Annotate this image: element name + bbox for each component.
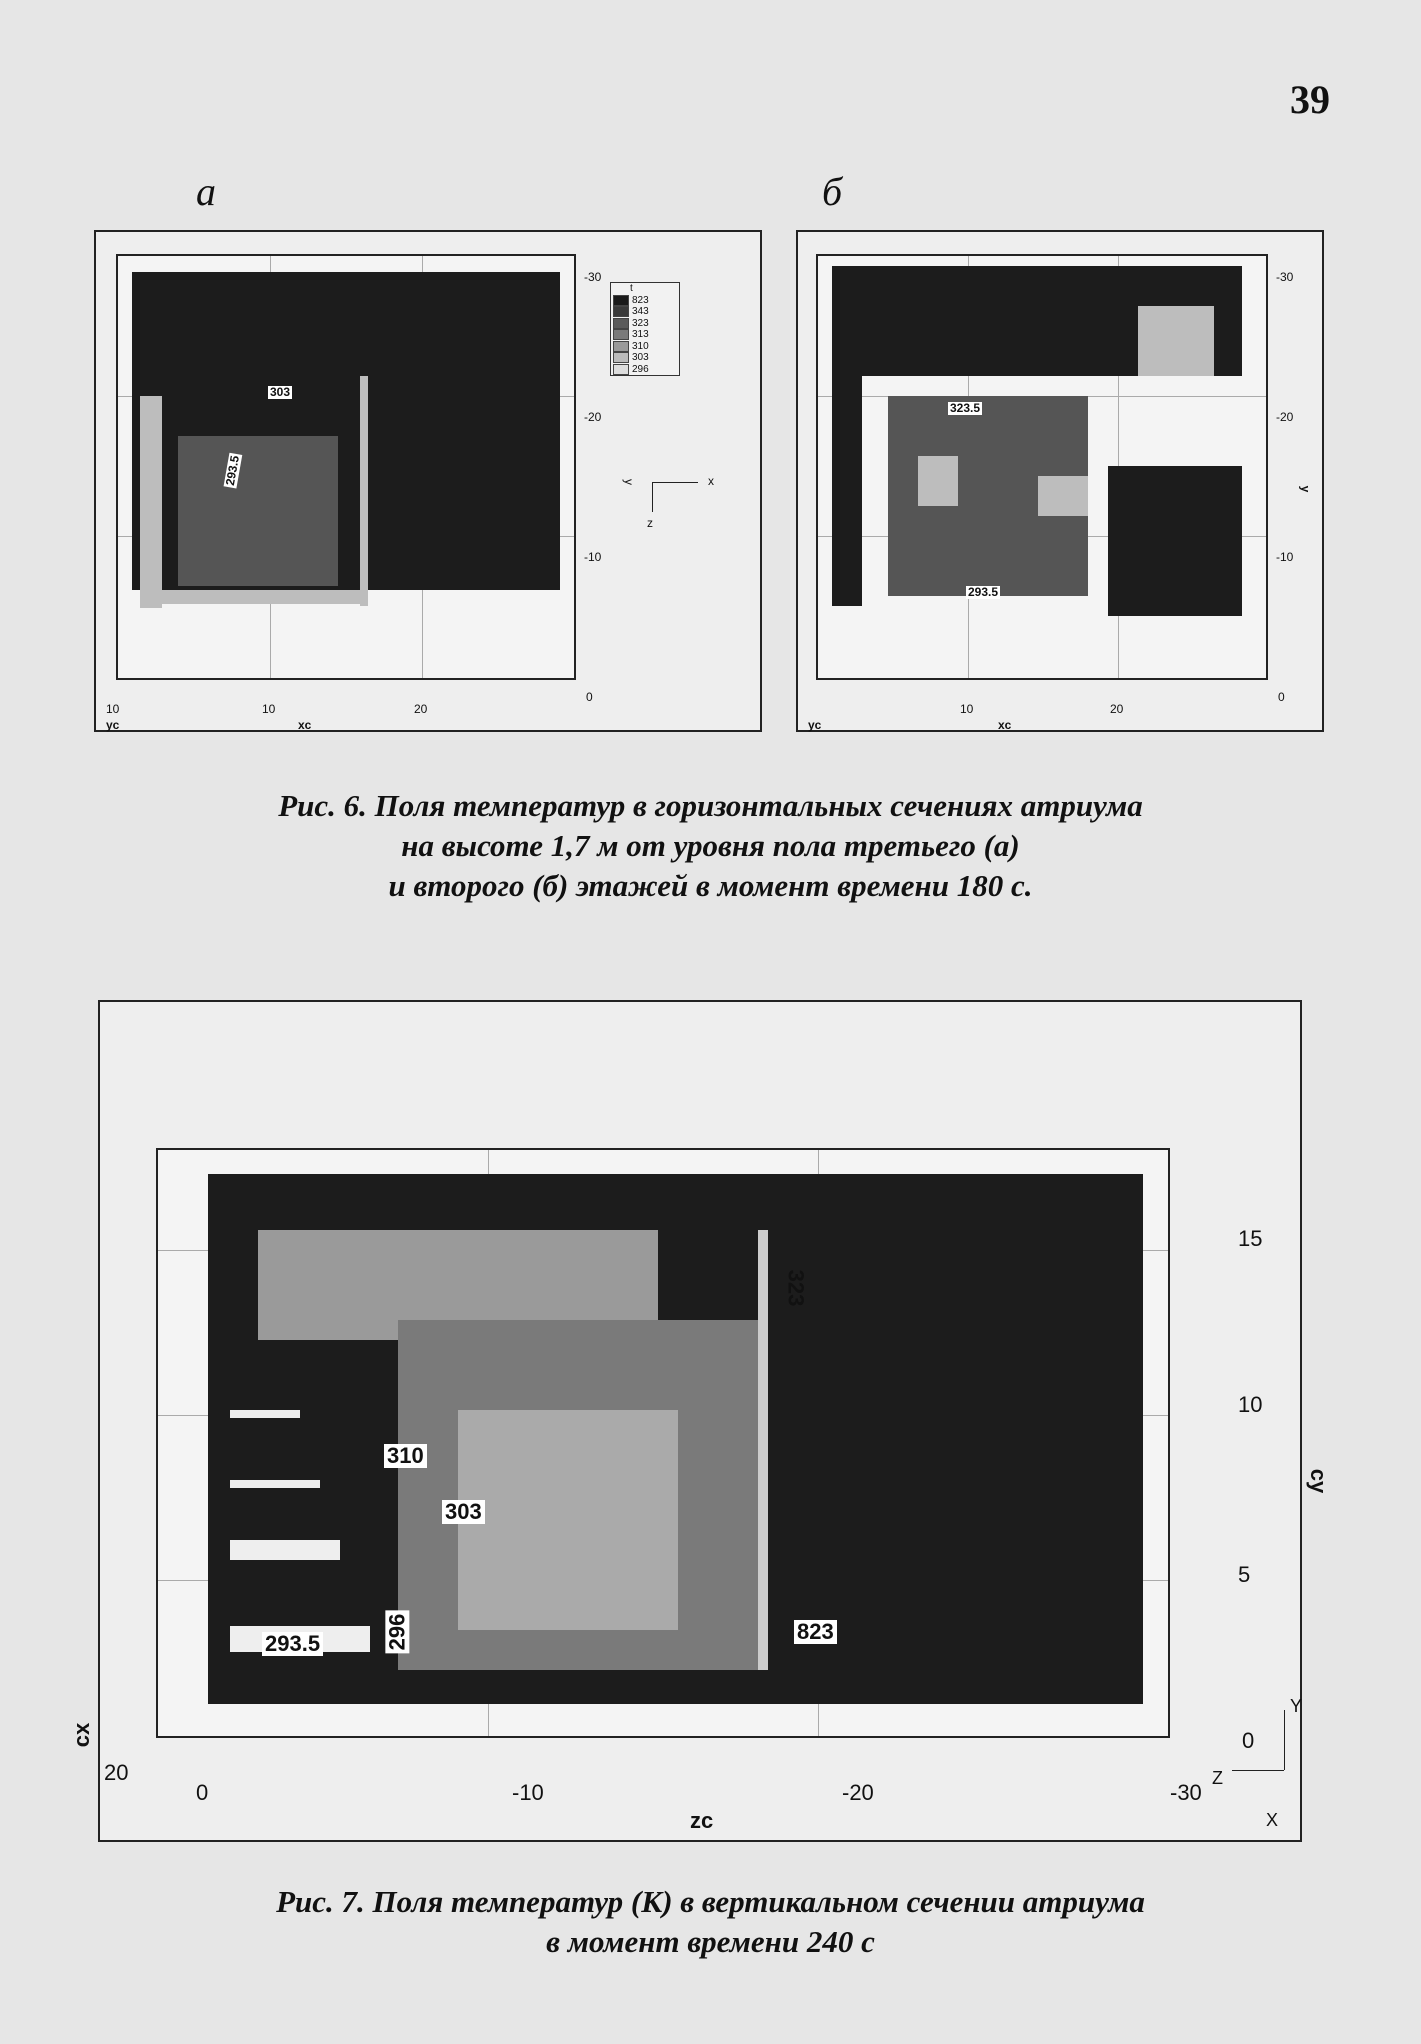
fig7-caption xyxy=(100,1882,1321,1962)
fig6-caption-line: на высоте 1,7 м от уровня пола третьего (а) xyxy=(401,828,1020,863)
fig7-contour-label: 323 xyxy=(783,1269,809,1307)
fig6a-bottom-tick: 10 xyxy=(262,702,276,716)
fig7-contour-label: 823 xyxy=(794,1620,837,1644)
fig6b-contour-label-1: 323.5 xyxy=(950,401,981,415)
fig6b-hot-region-right xyxy=(1108,466,1242,616)
fig7-axis-bottom: zc xyxy=(690,1808,714,1833)
fig7-axis-glyph-y: Y xyxy=(1290,1696,1303,1716)
fig6b-right-tick: -30 xyxy=(1276,270,1294,284)
fig6a-right-tick: -20 xyxy=(584,410,602,424)
fig6a-axis-left: yc xyxy=(106,718,120,732)
fig6a-legend-value: 310 xyxy=(632,340,649,352)
fig7-contour-label: 303 xyxy=(442,1500,485,1524)
fig7-cool-region xyxy=(458,1410,678,1630)
fig7-right-axis-label: cy xyxy=(1306,1468,1332,1494)
fig6b-plot xyxy=(816,254,1268,680)
fig6-caption xyxy=(100,786,1321,906)
fig6a-frame xyxy=(94,230,762,732)
fig6b-bottom-tick: 10 xyxy=(960,702,974,716)
fig7-caption-line: Рис. 7. Поля температур (К) в вертикальном сечении атриума xyxy=(276,1884,1145,1919)
fig6a-legend-swatch xyxy=(613,318,629,329)
fig6a-contour-label-1: 303 xyxy=(270,385,291,399)
fig7-plot xyxy=(156,1148,1170,1738)
fig7-right-tick: 0 xyxy=(1242,1728,1255,1753)
fig7-contour-label: 310 xyxy=(384,1444,427,1468)
fig6a-legend-value: 323 xyxy=(632,317,649,329)
fig6a-legend-value: 823 xyxy=(632,294,649,306)
fig6a-legend-value: 313 xyxy=(632,329,649,341)
fig7-frame xyxy=(69,1000,1332,1842)
fig6a-right-tick: -10 xyxy=(584,550,602,564)
fig6b-frame xyxy=(796,230,1324,732)
fig7-corner-tick: 20 xyxy=(104,1760,129,1785)
fig7-right-tick: 10 xyxy=(1238,1392,1263,1417)
fig6a-legend-swatch xyxy=(613,329,629,340)
fig6a-right-tick: 0 xyxy=(586,690,593,704)
fig6a-legend-swatch xyxy=(613,341,629,352)
fig6a-right-tick: -30 xyxy=(584,270,602,284)
fig6b-contour-label-2: 293.5 xyxy=(968,585,999,599)
fig6b-right-tick: -10 xyxy=(1276,550,1294,564)
fig6a-corner-tick: 10 xyxy=(106,702,120,716)
panel-label-b: б xyxy=(822,169,843,214)
fig6a-legend-swatch xyxy=(613,306,629,317)
fig6a-plot xyxy=(116,254,576,680)
fig6a-legend-swatch xyxy=(613,352,629,363)
fig6a-axis-glyph-z: z xyxy=(647,516,653,530)
fig6a-legend-value: 296 xyxy=(632,363,649,375)
fig6a-legend-value: 303 xyxy=(632,352,649,364)
fig7-axis-left: cx xyxy=(69,1722,95,1748)
fig7-contour-label: 296 xyxy=(385,1611,409,1654)
fig6a-contour-label-2: 293.5 xyxy=(224,453,243,489)
fig6b-bottom-tick: 20 xyxy=(1110,702,1124,716)
fig6a-legend xyxy=(610,282,680,376)
panel-label-a: а xyxy=(196,169,216,214)
fig6b-axis-left: yc xyxy=(808,718,822,732)
fig7-bottom-tick: 0 xyxy=(196,1780,209,1805)
fig6a-axis-glyph-x: x xyxy=(708,474,714,488)
fig6b-right-axis-label: y xyxy=(1298,485,1313,493)
fig7-bottom-tick: -20 xyxy=(842,1780,874,1805)
fig6b-right-tick: -20 xyxy=(1276,410,1294,424)
fig7-right-tick: 15 xyxy=(1238,1226,1263,1251)
fig6b-axis-bottom: xc xyxy=(998,718,1012,732)
fig6a-bottom-tick: 20 xyxy=(414,702,428,716)
fig7-bottom-tick: -10 xyxy=(512,1780,544,1805)
fig7-axis-glyph-z: Z xyxy=(1212,1768,1223,1788)
fig6a-axis-bottom: xc xyxy=(298,718,312,732)
fig6-caption-line: Рис. 6. Поля температур в горизонтальных сечениях атриума xyxy=(278,788,1143,823)
fig6a-legend-swatch xyxy=(613,364,629,375)
fig7-right-tick: 5 xyxy=(1238,1562,1251,1587)
fig7-contour-label: 293.5 xyxy=(262,1632,323,1656)
fig6a-cool-region xyxy=(178,436,338,586)
fig6a-legend-value: 343 xyxy=(632,306,649,318)
fig7-axis-glyph-x: X xyxy=(1266,1810,1279,1830)
page-number: 39 xyxy=(1290,77,1330,122)
fig6a-axis-glyph-y: y xyxy=(622,479,636,485)
fig6a-legend-swatch xyxy=(613,295,629,306)
fig6-caption-line: и второго (б) этажей в момент времени 180 с. xyxy=(388,868,1033,903)
fig6a-legend-header: t xyxy=(630,283,633,295)
fig7-caption-line: в момент времени 240 с xyxy=(546,1924,875,1959)
fig6b-right-tick: 0 xyxy=(1278,690,1285,704)
fig7-bottom-tick: -30 xyxy=(1170,1780,1202,1805)
